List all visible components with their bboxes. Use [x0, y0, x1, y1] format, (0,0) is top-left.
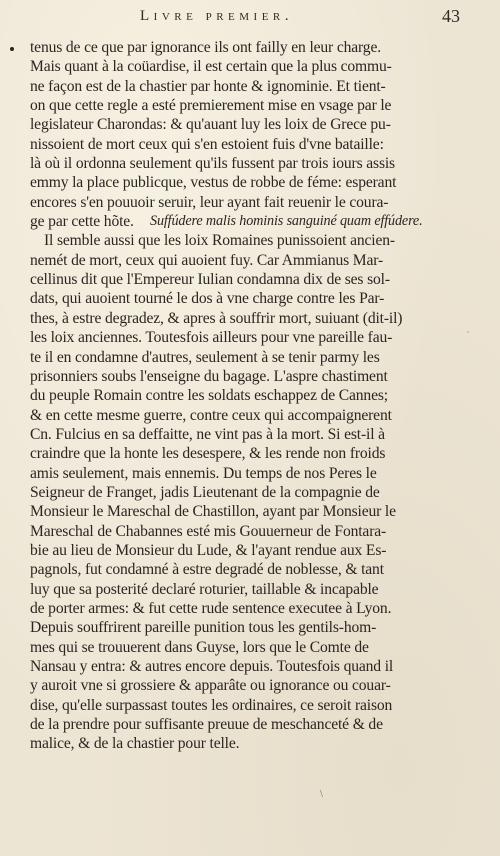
text-line: ge par cette hõte. Suffúdere malis hominis sanguiné quam effúdere.: [30, 213, 423, 231]
text-line: dise, qu'elle surpassast toutes les ordinaires, ce seroit raison: [30, 696, 393, 714]
text-line: dats, qui auoient tourné le dos à vne charge contre les Par-: [30, 290, 385, 308]
text-line: prisonniers soubs l'enseigne du bagage. L'aspre chastiment: [30, 367, 388, 385]
text-line: tenus de ce que par ignorance ils ont failly en leur charge.: [0, 38, 500, 57]
text-line: de porter armes: & fut cette rude sentence executee à Lyon.: [30, 599, 392, 617]
text-line: y auroit vne si grossiere & apparâte ou ignorance ou couar-: [30, 677, 391, 695]
text-line: Cn. Fulcius en sa deffaitte, ne vint pas à la mort. Si est-il à: [30, 425, 385, 443]
text-line: encores s'en pouuoir seruir, leur ayant fait reuenir le coura-: [30, 193, 389, 211]
text-line: luy que sa posterité declaré roturier, taillable & incapable: [30, 580, 379, 598]
text-line: ne façon est de la chastier par honte & ignominie. Et tient-: [30, 77, 386, 95]
text-line: te il en condamne d'autres, seulement à se tenir parmy les: [30, 348, 380, 366]
text-line: emmy la place publicque, vestus de robbe de féme: esperant: [30, 174, 397, 192]
text-line: là où il ordonna seulement qu'ils fussent par trois iours assis: [30, 155, 395, 173]
text-line: on que cette regle a esté premierement mise en vsage par le: [30, 97, 392, 115]
text-line: cellinus dit que l'Empereur Iulian condamna dix de ses sol-: [30, 271, 390, 289]
text-line: Monsieur le Mareschal de Chastillon, ayant par Monsieur le: [30, 503, 396, 521]
text-line: amis seulement, mais ennemis. Du temps de nos Peres le: [30, 464, 377, 482]
text-line: pagnols, fut condamné à estre degradé de noblesse, & tant: [30, 561, 384, 579]
latin-quote: Suffúdere malis hominis sanguiné quam effúdere.: [150, 213, 423, 230]
text-line: legislateur Charondas: & qu'auant luy les loix de Grece pu-: [30, 116, 391, 134]
text-line: du peuple Romain contre les soldats eschappez de Cannes;: [30, 387, 388, 405]
text-line: Mais quant à la coüardise, il est certain que la plus commu-: [30, 58, 392, 76]
text-line: malice, & de la chastier pour telle.: [30, 735, 240, 753]
text-line: craindre que la honte les desespere, & les rende non froids: [30, 445, 386, 463]
text-line: de la prendre pour suffisante preuue de meschanceté & de: [30, 716, 383, 734]
text-line: les loix anciennes. Toutesfois ailleurs pour vne pareille fau-: [30, 329, 393, 347]
text-line: Depuis souffrirent pareille punition tous les gentils-hom-: [30, 619, 377, 637]
running-head: Livre premier.: [140, 8, 293, 24]
text-line: bie au lieu de Monsieur du Lude, & l'ayant rendue aux Es-: [30, 541, 387, 559]
text-line: Seigneur de Franget, jadis Lieutenant de la compagnie de: [30, 483, 380, 501]
page-number: 43: [442, 6, 460, 26]
text-line: mes qui se trouuerent dans Guyse, lors que le Comte de: [30, 638, 369, 656]
ink-mark: ´: [466, 330, 470, 342]
ink-mark: \: [320, 789, 323, 800]
text-line: thes, à estre degradez, & apres à souffrir mort, suiuant (dit-il): [30, 309, 403, 327]
page-header: [140, 6, 460, 30]
text-line: & en cette mesme guerre, contre ceux qui accompaignerent: [30, 406, 392, 424]
text-line: Il semble aussi que les loix Romaines punissoient ancien-: [44, 232, 395, 250]
body-text: [0, 38, 500, 754]
text-line: nissoient de mort ceux qui s'en estoient fuis d'vne bataille:: [30, 135, 384, 153]
text-line: Mareschal de Chabannes esté mis Gouuerneur de Fontara-: [30, 522, 387, 540]
text-line: nemét de mort, ceux qui auoient fuy. Car Ammianus Mar-: [30, 251, 384, 269]
text-line: Nansau y entra: & autres encore depuis. Toutesfois quand il: [30, 658, 394, 675]
